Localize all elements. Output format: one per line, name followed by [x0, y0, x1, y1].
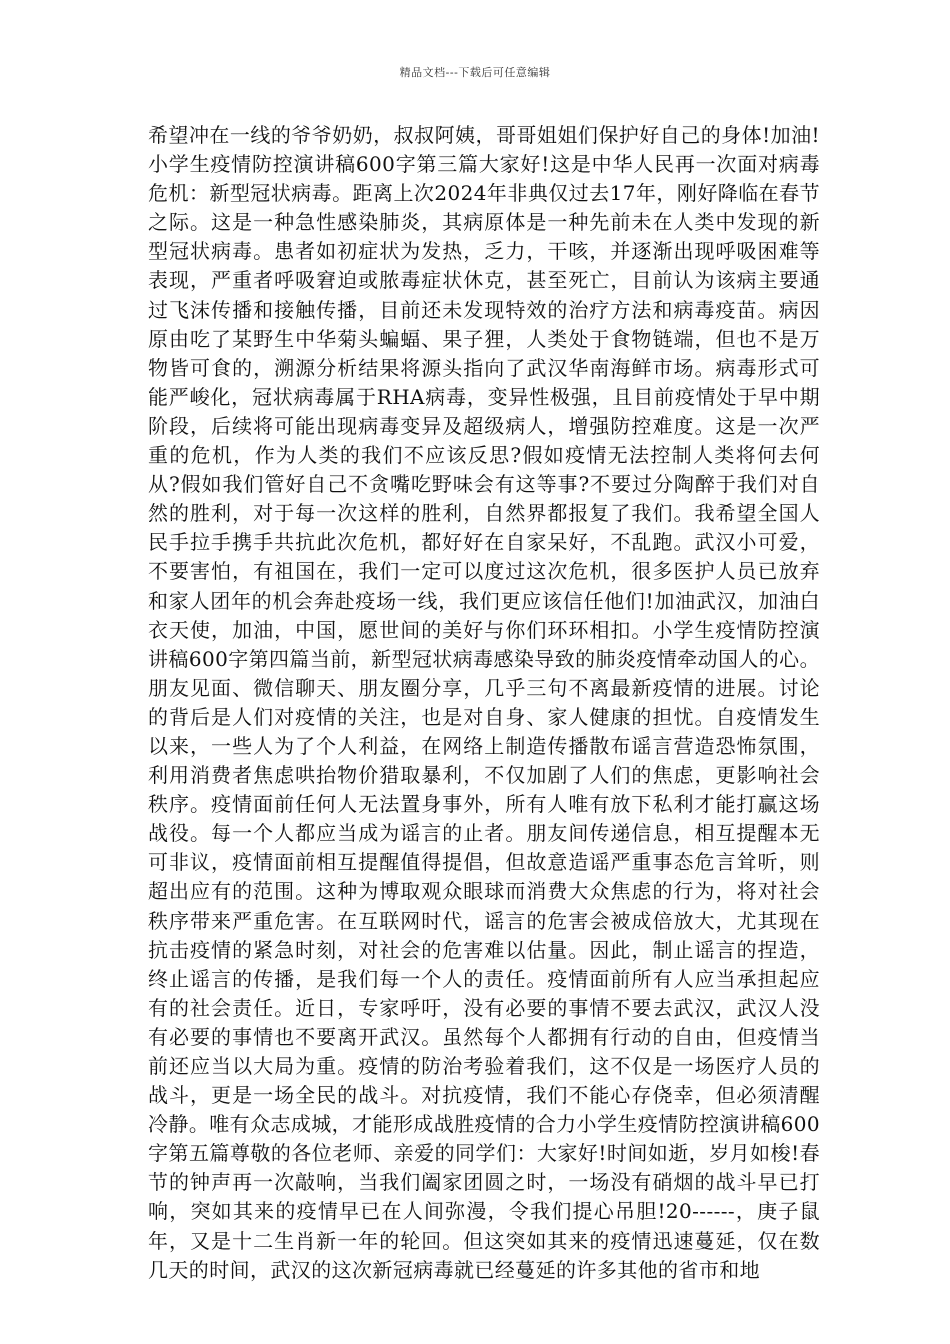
page-header: 精品文档---下载后可任意编辑 [399, 66, 551, 79]
document-body-text: 希望冲在一线的爷爷奶奶，叔叔阿姨，哥哥姐姐们保护好自己的身体!加油!小学生疫情防控演讲稿600字第三篇大家好!这是中华人民再一次面对病毒危机：新型冠状病毒。距离上次2024年非典仅过去17年，刚好降临在春节之际。这是一种急性感染肺炎，其病原体是一种先前未在人类中发现的新型冠状病毒。患者如初症状为发热，乏力，干咳，并逐渐出现呼吸困难等表现，严重者呼吸窘迫或脓毒症状休克，甚至死亡，目前认为该病主要通过飞沫传播和接触传播，目前还未发现特效的治疗方法和病毒疫苗。病因原由吃了某野生中华菊头蝙蝠、果子狸，人类处于食物链端，但也不是万物皆可食的，溯源分析结果将源头指向了武汉华南海鲜市场。病毒形式可能严峻化，冠状病毒属于RHA病毒，变异性极强，且目前疫情处于早中期阶段，后续将可能出现病毒变异及超级病人，增强防控难度。这是一次严重的危机，作为人类的我们不应该反思?假如疫情无法控制人类将何去何从?假如我们管好自己不贪嘴吃野味会有这等事?不要过分陶醉于我们对自然的胜利，对于每一次这样的胜利，自然界都报复了我们。我希望全国人民手拉手携手共抗此次危机，都好好在自家呆好，不乱跑。武汉小可爱，不要害怕，有祖国在，我们一定可以度过这次危机，很多医护人员已放弃和家人团年的机会奔赴疫场一线，我们更应该信任他们!加油武汉，加油白衣天使，加油，中国，愿世间的美好与你们环环相扣。小学生疫情防控演讲稿600字第四篇当前，新型冠状病毒感染导致的肺炎疫情牵动国人的心。朋友见面、微信聊天、朋友圈分享，几乎三句不离最新疫情的进展。讨论的背后是人们对疫情的关注，也是对自身、家人健康的担忧。自疫情发生以来，一些人为了个人利益，在网络上制造传播散布谣言营造恐怖氛围，利用消费者焦虑哄抬物价猎取暴利，不仅加剧了人们的焦虑，更影响社会秩序。疫情面前任何人无法置身事外，所有人唯有放下私利才能打赢这场战役。每一个人都应当成为谣言的止者。朋友间传递信息，相互提醒本无可非议，疫情面前相互提醒值得提倡，但故意造谣严重事态危言耸听，则超出应有的范围。这种为博取观众眼球而消费大众焦虑的行为，将对社会秩序带来严重危害。在互联网时代，谣言的危害会被成倍放大，尤其现在抗击疫情的紧急时刻，对社会的危害难以估量。因此，制止谣言的捏造，终止谣言的传播，是我们每一个人的责任。疫情面前所有人应当承担起应有的社会责任。近日，专家呼吁，没有必要的事情不要去武汉，武汉人没有必要的事情也不要离开武汉。虽然每个人都拥有行动的自由，但疫情当前还应当以大局为重。疫情的防治考验着我们，这不仅是一场医疗人员的战斗，更是一场全民的战斗。对抗疫情，我们不能心存侥幸，但必须清醒冷静。唯有众志成城，才能形成战胜疫情的合力小学生疫情防控演讲稿600字第五篇尊敬的各位老师、亲爱的同学们：大家好!时间如逝，岁月如梭!春节的钟声再一次敲响，当我们阖家团圆之时，一场没有硝烟的战斗早已打响，突如其来的疫情早已在人间弥漫，令我们提心吊胆!20------，庚子鼠年，又是十二生肖新一年的轮回。但这突如其来的疫情迅速蔓延，仅在数几天的时间，武汉的这次新冠病毒就已经蔓延的许多其他的省市和地 [148, 123, 820, 1282]
